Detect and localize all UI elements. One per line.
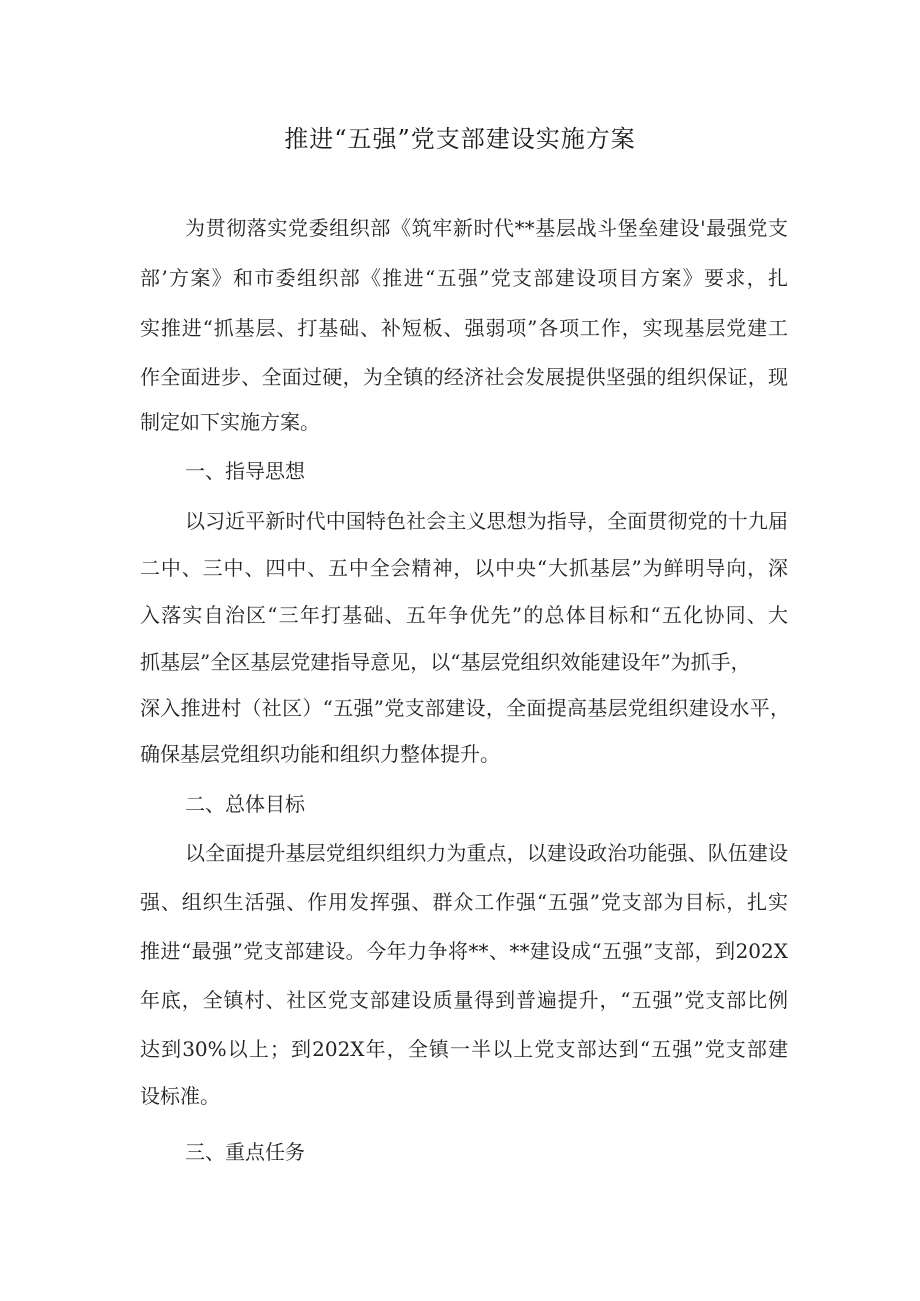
section1-line-6: 确保基层党组织功能和组织力整体提升。 <box>140 742 500 766</box>
intro-line-2: 部’方案》和市委组织部《推进“五强”党支部建设项目方案》要求，扎 <box>140 266 788 290</box>
intro-line-5: 制定如下实施方案。 <box>140 410 320 434</box>
section2-line-4: 年底，全镇村、社区党支部建设质量得到普遍提升，“五强”党支部比例 <box>140 988 788 1012</box>
section-heading-key-tasks: 三、重点任务 <box>185 1140 305 1164</box>
section2-line-1: 以全面提升基层党组织组织力为重点，以建设政治功能强、队伍建设 <box>185 841 788 865</box>
section1-line-3: 入落实自治区“三年打基础、五年争优先”的总体目标和“五化协同、大 <box>140 603 788 627</box>
intro-line-1: 为贯彻落实党委组织部《筑牢新时代**基层战斗堡垒建设'最强党支 <box>185 216 788 240</box>
section1-line-2: 二中、三中、四中、五中全会精神，以中央“大抓基层”为鲜明导向，深 <box>140 556 788 580</box>
document-title: 推进“五强”党支部建设实施方案 <box>284 125 636 153</box>
section1-line-1: 以习近平新时代中国特色社会主义思想为指导，全面贯彻党的十九届 <box>185 509 788 533</box>
section1-line-5: 深入推进村（社区）“五强”党支部建设，全面提高基层党组织建设水平， <box>140 696 790 720</box>
section1-line-4: 抓基层”全区基层党建指导意见，以“基层党组织效能建设年”为抓手， <box>140 650 751 674</box>
section-heading-guiding-thought: 一、指导思想 <box>185 459 305 483</box>
intro-line-3: 实推进“抓基层、打基础、补短板、强弱项”各项工作，实现基层党建工 <box>140 316 788 340</box>
section-heading-overall-goal: 二、总体目标 <box>185 792 305 816</box>
intro-line-4: 作全面进步、全面过硬，为全镇的经济社会发展提供坚强的组织保证，现 <box>140 365 788 389</box>
section2-line-5: 达到30%以上；到202X年，全镇一半以上党支部达到“五强”党支部建 <box>140 1037 788 1061</box>
section2-line-6: 设标准。 <box>140 1084 220 1108</box>
section2-line-3: 推进“最强”党支部建设。今年力争将**、**建设成“五强”支部，到202X <box>140 939 788 963</box>
section2-line-2: 强、组织生活强、作用发挥强、群众工作强“五强”党支部为目标，扎实 <box>140 890 788 914</box>
